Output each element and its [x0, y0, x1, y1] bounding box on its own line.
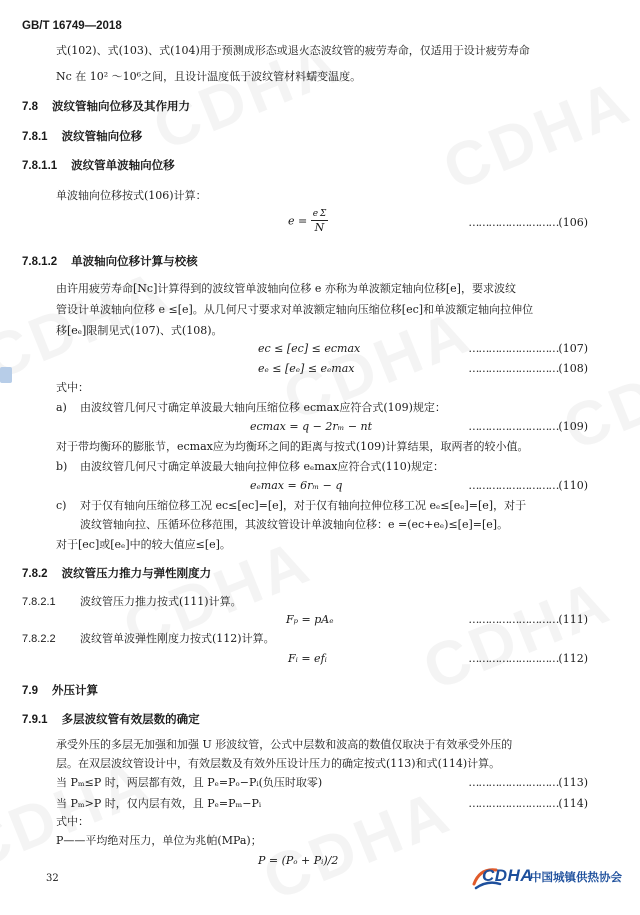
fraction-numerator: e Σ: [312, 209, 327, 219]
list-marker: b): [56, 460, 68, 473]
side-tab: [0, 367, 12, 383]
section-heading: [22, 159, 175, 173]
equation-111: Fₚ = pAₑ: [286, 613, 334, 626]
section-number: 7.8: [22, 101, 38, 113]
equation-pbar: P = (Pₒ + Pᵢ)/2: [258, 854, 339, 867]
definition-line: P——平均绝对压力，单位为兆帕(MPa)；: [56, 834, 262, 847]
section-title: 单波轴向位移计算与校核: [71, 256, 198, 268]
logo-word: CDHA: [482, 866, 534, 885]
paragraph-line: 层。在双层波纹管设计中，有效层数及有效外压设计压力的确定按式(113)和式(114)计算。: [56, 757, 501, 770]
page-number: 32: [46, 873, 59, 884]
standard-code: GB/T 16749—2018: [22, 20, 122, 32]
section-number: 7.8.2.2: [22, 633, 56, 645]
list-item-text: 由波纹管几何尺寸确定单波最大轴向拉伸位移 eₑmax应符合式(110)规定：: [80, 460, 445, 473]
clause-text: 波纹管单波弹性刚度力按式(112)计算。: [80, 632, 275, 645]
paragraph-line: Nc 在 10² ～10⁶之间，且设计温度低于波纹管材料蠕变温度。: [56, 70, 362, 83]
section-heading: [22, 713, 200, 727]
section-title: 外压计算: [52, 685, 98, 697]
paragraph-line: 移[eₑ]限制见式(107)、式(108)。: [56, 324, 223, 337]
equation-number: ………………………(111): [468, 613, 588, 626]
equation-number: ………………………(109): [468, 420, 588, 433]
clause-line: [22, 595, 242, 609]
equation-number: ………………………(114): [468, 797, 588, 810]
equation-number: ………………………(112): [468, 652, 588, 665]
watermark: [434, 66, 640, 205]
equation-lhs: e =: [288, 214, 308, 228]
equation-number: ………………………(108): [468, 362, 588, 375]
section-title: 波纹管压力推力与弹性刚度力: [61, 568, 212, 580]
section-heading: [22, 567, 211, 581]
equation-107: ec ≤ [ec] ≤ ecmax: [258, 342, 361, 355]
equation-113: 当 Pₘ≤P 时，两层都有效，且 Pₑ=Pₒ−Pᵢ(负压时取零): [56, 776, 323, 789]
where-label: 式中：: [56, 815, 89, 828]
list-marker: a): [56, 401, 67, 414]
section-heading: [22, 100, 190, 114]
paragraph-line: 由许用疲劳寿命[Nc]计算得到的波纹管单波轴向位移 e 亦称为单波额定轴向位移[e]，要求波纹: [56, 282, 516, 295]
section-number: 7.8.1.1: [22, 160, 58, 172]
clause-text: 波纹管压力推力按式(111)计算。: [80, 595, 242, 608]
equation-number: ………………………(106): [468, 216, 588, 229]
section-heading: [22, 255, 198, 269]
paragraph-line: 对于带均衡环的膨胀节，ecmax应为均衡环之间的距离与按式(109)计算结果，取两者的较小值。: [56, 440, 529, 453]
section-number: 7.9.1: [22, 714, 48, 726]
organization-name: 中国城镇供热协会: [530, 872, 622, 884]
list-marker: c): [56, 499, 67, 512]
equation-112: Fᵢ = efᵢ: [288, 652, 327, 665]
list-item-text: 对于仅有轴向压缩位移工况 ec≤[ec]=[e]，对于仅有轴向拉伸位移工况 eₑ≤[eₑ]=[e]，对于: [80, 499, 527, 512]
fraction-denominator: N: [314, 221, 325, 234]
watermark: [414, 566, 621, 705]
where-label: 式中：: [56, 381, 89, 394]
equation-number: ………………………(110): [468, 479, 588, 492]
section-title: 波纹管单波轴向位移: [71, 160, 175, 172]
equation-fraction: [311, 209, 329, 234]
section-number: 7.8.2.1: [22, 596, 56, 608]
paragraph-line: 单波轴向位移按式(106)计算：: [56, 189, 207, 202]
equation-108: eₑ ≤ [eₑ] ≤ eₑmax: [258, 362, 355, 375]
equation-106: [288, 209, 328, 234]
equation-number: ………………………(113): [468, 776, 588, 789]
section-title: 波纹管轴向位移: [61, 131, 143, 143]
section-number: 7.9: [22, 685, 38, 697]
section-number: 7.8.1.2: [22, 256, 58, 268]
equation-114: 当 Pₘ>P 时，仅内层有效，且 Pₑ=Pₘ−Pᵢ: [56, 797, 262, 810]
section-number: 7.8.1: [22, 131, 48, 143]
section-number: 7.8.2: [22, 568, 48, 580]
section-title: 多层波纹管有效层数的确定: [61, 714, 200, 726]
watermark: [254, 776, 461, 915]
equation-110: eₑmax = 6rₘ − q: [250, 479, 343, 492]
section-title: 波纹管轴向位移及其作用力: [52, 101, 190, 113]
paragraph-line: 式(102)、式(103)、式(104)用于预测成形态或退火态波纹管的疲劳寿命，仅适用于设计疲劳寿命: [56, 44, 530, 57]
section-heading: [22, 684, 98, 698]
equation-number: ………………………(107): [468, 342, 588, 355]
list-item-text: 波纹管轴向拉、压循环位移范围，其波纹管设计单波轴向位移：e =(ec+eₑ)≤[e]=[e]。: [80, 518, 509, 531]
equation-109: ecmax = q − 2rₘ − nt: [250, 420, 373, 433]
list-item-text: 由波纹管几何尺寸确定单波最大轴向压缩位移 ecmax应符合式(109)规定：: [80, 401, 446, 414]
paragraph-line: 承受外压的多层无加强和加强 U 形波纹管，公式中层数和波高的数值仅取决于有效承受外压的: [56, 738, 513, 751]
paragraph-line: 对于[ec]或[eₑ]中的较大值应≤[e]。: [56, 538, 231, 551]
clause-line: [22, 632, 275, 646]
section-heading: [22, 130, 142, 144]
paragraph-line: 管设计单波轴向位移 e ≤[e]。从几何尺寸要求对单波额定轴向压缩位移[ec]和单波额定轴向拉伸位: [56, 303, 534, 316]
